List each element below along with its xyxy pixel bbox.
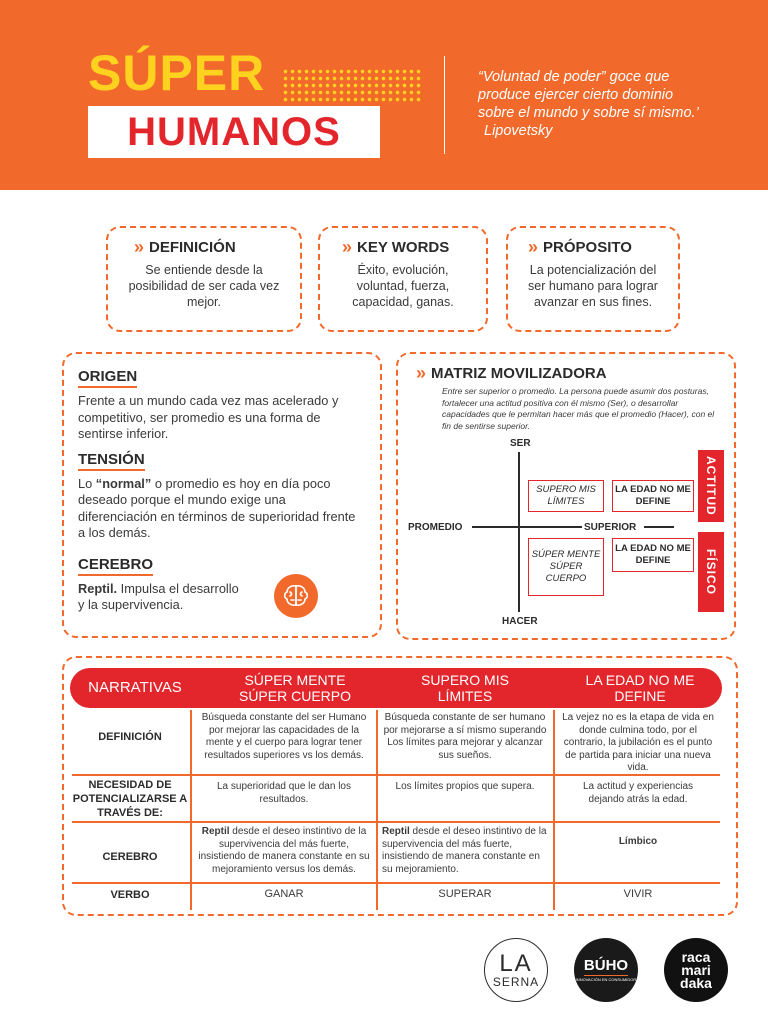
matrix-title: MATRIZ MOVILIZADORA bbox=[431, 364, 607, 382]
dot-pattern-decoration bbox=[282, 68, 422, 102]
table-header-col-2: SUPERO MIS LÍMITES bbox=[421, 672, 509, 704]
card-text: Éxito, evolución, voluntad, fuerza, capacidad, ganas. bbox=[352, 263, 454, 309]
card-key-words bbox=[318, 226, 488, 332]
quote-text: “Voluntad de poder” goce que produce ejercer cierto dominio sobre el mundo y sobre sí mismo.’ bbox=[478, 69, 699, 121]
header-banner bbox=[0, 0, 768, 190]
table-header-col-1: SÚPER MENTE SÚPER CUERPO bbox=[238, 672, 352, 704]
buho-logo: BÚHO INNOVACIÓN EN CONSUMIDOR bbox=[574, 938, 638, 1002]
table-cell: Reptil desde el deseo instintivo de la supervivencia del más fuerte, insistiendo de manera constante en su mejoramiento versus los demás. bbox=[198, 826, 370, 875]
matrix-horizontal-axis bbox=[472, 526, 582, 528]
matrix-cell-super-mente: SÚPER MENTE SÚPER CUERPO bbox=[528, 538, 604, 596]
table-cell: La actitud y experiencias dejando atrás la edad. bbox=[582, 781, 694, 805]
chevron-right-icon: » bbox=[342, 237, 350, 257]
table-cell: Búsqueda constante del ser Humano por mejorar las capacidades de la mente y el cuerpo para lograr tener resultados superiores vs los demás. bbox=[201, 712, 367, 761]
axis-label-ser: SER bbox=[510, 438, 531, 449]
tab-actitud: ACTITUD bbox=[698, 450, 724, 522]
card-title: PRÓPOSITO bbox=[543, 238, 632, 256]
matrix-cell-edad-top: LA EDAD NO ME DEFINE bbox=[612, 480, 694, 512]
card-text: Se entiende desde la posibilidad de ser cada vez mejor. bbox=[128, 263, 280, 309]
header-divider bbox=[444, 56, 445, 154]
header-quote bbox=[478, 68, 708, 140]
title-humanos: HUMANOS bbox=[127, 110, 341, 154]
table-cell: VIVIR bbox=[623, 888, 653, 900]
title-box bbox=[88, 106, 380, 158]
axis-label-superior: SUPERIOR bbox=[584, 522, 637, 533]
matrix-description: Entre ser superior o promedio. La persona puede asumir dos posturas, fortalecer una actitud positiva con él mismo (Ser), o desarrollar capacidades que le permitan hacer más que el promedio (Hacer), con el fin de sentirse superior. bbox=[442, 386, 715, 431]
chevron-right-icon: » bbox=[528, 237, 536, 257]
table-cell: Búsqueda constante de ser humano por mejorarse a sí mismo superando Los límites para mejorar y alcanzar sus sueños. bbox=[383, 712, 547, 761]
cerebro-title: CEREBRO bbox=[78, 556, 153, 576]
card-proposito bbox=[506, 226, 680, 332]
origen-text: Frente a un mundo cada vez mas acelerado y competitivo, ser promedio es una forma de sentirse inferior. bbox=[78, 393, 339, 441]
table-cell: Los límites propios que supera. bbox=[395, 781, 535, 792]
table-column-divider bbox=[190, 710, 192, 910]
table-cell: SUPERAR bbox=[438, 888, 492, 900]
card-definicion bbox=[106, 226, 302, 332]
matrix-vertical-axis bbox=[518, 452, 520, 612]
chevron-right-icon: » bbox=[134, 237, 142, 257]
table-header bbox=[70, 668, 722, 708]
tension-bold: “normal” bbox=[95, 475, 152, 491]
table-header-narrativas: NARRATIVAS bbox=[88, 679, 182, 696]
panel-origen-tension-cerebro bbox=[62, 352, 382, 638]
matrix-cell-supero-mis-limites: SUPERO MIS LÍMITES bbox=[528, 480, 604, 512]
cerebro-text: Reptil. Impulsa el desarrollo y la supervivencia. bbox=[78, 580, 239, 612]
table-row-divider bbox=[72, 821, 720, 823]
table-row-divider bbox=[72, 882, 720, 884]
card-text: La potencialización del ser humano para lograr avanzar en sus fines. bbox=[528, 263, 658, 309]
table-cell: La vejez no es la etapa de vida en donde culmina todo, por el contrario, la jubilación es el punto de partida para iniciar una nueva vida. bbox=[562, 712, 714, 773]
axis-label-hacer: HACER bbox=[502, 616, 538, 627]
row-label-cerebro: CEREBRO bbox=[102, 851, 158, 863]
origen-title: ORIGEN bbox=[78, 368, 137, 388]
table-header-col-3: LA EDAD NO ME DEFINE bbox=[585, 672, 695, 704]
la-serna-logo: LA SERNA bbox=[484, 938, 548, 1002]
quote-author: Lipovetsky bbox=[484, 123, 553, 139]
racamaridaka-logo: raca mari daka bbox=[664, 938, 728, 1002]
card-title: DEFINICIÓN bbox=[149, 238, 236, 256]
table-cell: La superioridad que le dan los resultados. bbox=[217, 781, 351, 805]
card-title: KEY WORDS bbox=[357, 238, 450, 256]
row-label-necesidad: NECESIDAD DE POTENCIALIZARSE A TRAVÉS DE: bbox=[72, 779, 188, 819]
title-super: SÚPER bbox=[88, 45, 266, 101]
table-column-divider bbox=[376, 710, 378, 910]
tab-fisico: FÍSICO bbox=[698, 532, 724, 612]
chevron-right-icon: » bbox=[416, 363, 424, 383]
tension-text: Lo “normal” o promedio es hoy en día poco deseado porque el mundo exige una diferenciación en términos de superioridad frente a los demás. bbox=[78, 475, 356, 540]
table-column-divider bbox=[553, 710, 555, 910]
matrix-cell-edad-bottom: LA EDAD NO ME DEFINE bbox=[612, 538, 694, 572]
table-cell: Límbico bbox=[618, 836, 658, 847]
table-cell: GANAR bbox=[264, 888, 304, 900]
row-label-definicion: DEFINICIÓN bbox=[98, 731, 162, 743]
panel-matriz-movilizadora bbox=[396, 352, 736, 640]
axis-label-promedio: PROMEDIO bbox=[408, 522, 463, 533]
row-label-verbo: VERBO bbox=[110, 889, 150, 901]
tension-title: TENSIÓN bbox=[78, 451, 145, 471]
brain-icon bbox=[274, 574, 318, 618]
table-cell: Reptil desde el deseo instintivo de la supervivencia del más fuerte, insistiendo de manera constante en su mejoramiento. bbox=[382, 826, 547, 875]
